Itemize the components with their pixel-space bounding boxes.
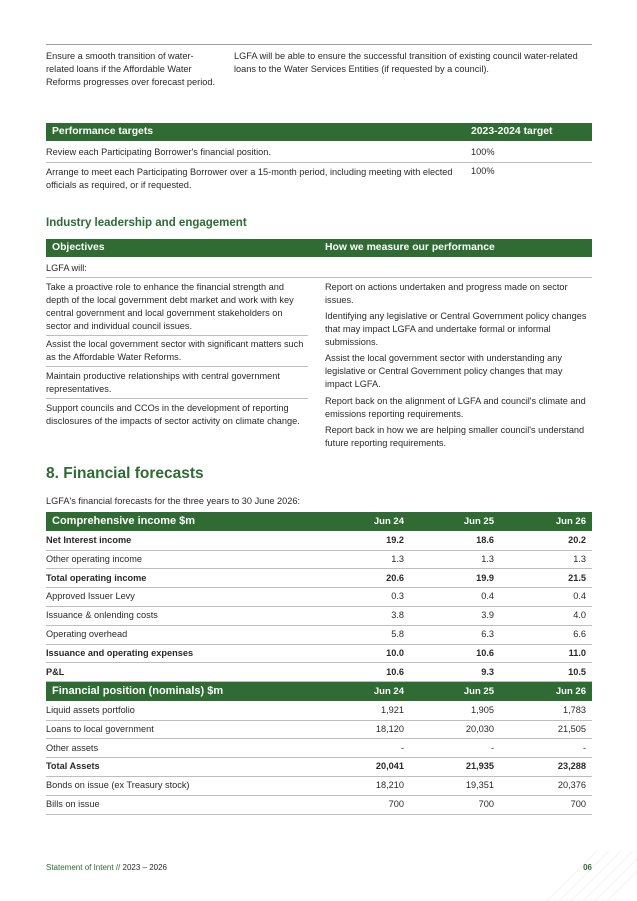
performance-target: Arrange to meet each Participating Borrower over a 15-month period, including meeting with elected officials as required, or if requested. (46, 167, 453, 190)
row-value: 0.3 (391, 591, 404, 602)
row-value: 20.6 (386, 572, 404, 583)
table-row (46, 625, 592, 645)
row-value: 21,935 (465, 761, 494, 772)
row-label: Issuance and operating expenses (46, 647, 194, 658)
intro-row (46, 44, 592, 87)
col-header: Jun 24 (373, 516, 404, 527)
row-label: Net Interest income (46, 535, 132, 545)
objective-item: Support councils and CCOs in the development of reporting disclosures of the impacts of sector activity on climate change. (46, 403, 300, 426)
performance-row (46, 143, 592, 163)
row-value: 3.9 (481, 610, 494, 621)
footer-years: 2023 – 2026 (122, 863, 167, 872)
row-value: 20.2 (568, 535, 586, 545)
section-heading-industry: Industry leadership and engagement (46, 217, 247, 229)
table-row (46, 776, 592, 796)
row-label: Other assets (46, 742, 99, 753)
performance-header (46, 123, 592, 141)
table-row (46, 757, 592, 777)
row-value: 10.6 (386, 666, 404, 677)
table-row (46, 739, 592, 759)
measure-item: Identifying any legislative or Central Government policy changes that may impact LGFA and undertake formal or informal submissions. (325, 311, 587, 347)
row-label: Approved Issuer Levy (46, 591, 135, 602)
row-label: Liquid assets portfolio (46, 705, 135, 715)
forecasts-intro: LGFA's financial forecasts for the three years to 30 June 2026: (46, 496, 301, 506)
row-value: 10.5 (568, 666, 586, 677)
objectives-header (46, 239, 592, 257)
objectives-lead-row (46, 259, 592, 278)
row-value: 0.4 (573, 591, 586, 602)
row-value: 18,210 (375, 780, 404, 791)
row-label: Total operating income (46, 572, 147, 583)
income-header (46, 512, 592, 531)
row-label: Bonds on issue (ex Treasury stock) (46, 780, 190, 791)
row-value: 19.2 (386, 535, 404, 545)
row-label: P&L (46, 666, 65, 677)
row-value: 19,351 (465, 780, 494, 791)
row-value: 9.3 (481, 666, 494, 677)
row-value: 700 (388, 799, 404, 809)
col-header: Jun 26 (555, 686, 586, 697)
row-value: - (400, 742, 404, 753)
row-label: Bills on issue (46, 799, 100, 809)
footer-sep: // (113, 863, 123, 872)
row-value: 23,288 (557, 761, 586, 772)
table-row (46, 720, 592, 740)
measure-item: Report back on the alignment of LGFA and council's climate and emissions reporting requirements. (325, 396, 586, 419)
col-header: Jun 26 (555, 516, 586, 527)
performance-header-target: 2023-2024 target (471, 126, 553, 137)
row-value: 1,905 (471, 705, 494, 715)
col-header: Jun 25 (463, 686, 494, 697)
table-row (46, 606, 592, 626)
measure-item: Report back in how we are helping smaller council's understand future reporting requirements. (325, 425, 585, 448)
position-header (46, 682, 592, 701)
performance-target: Review each Participating Borrower's financial position. (46, 147, 271, 157)
performance-row (46, 162, 592, 193)
row-value: 10.0 (386, 647, 404, 658)
row-label: Loans to local government (46, 723, 154, 734)
row-value: 1,921 (381, 705, 404, 715)
table-row (46, 795, 592, 815)
row-value: - (490, 742, 494, 753)
footer-doc-title (46, 863, 167, 872)
decorative-stripes-icon (527, 831, 637, 901)
income-header-label: Comprehensive income $m (52, 515, 196, 527)
section-heading-forecasts: 8. Financial forecasts (46, 465, 204, 482)
row-value: 6.3 (481, 629, 494, 639)
row-label: Total Assets (46, 761, 100, 772)
measure-item: Assist the local government sector with understanding any legislative or Central Government policy changes that may impact LGFA. (325, 353, 563, 389)
row-label: Operating overhead (46, 629, 128, 639)
row-value: 0.4 (481, 591, 494, 602)
row-label: Issuance & onlending costs (46, 610, 158, 621)
row-value: 18.6 (476, 535, 494, 545)
intro-measure: LGFA will be able to ensure the successful transition of existing council water-related loans to the Water Services Entities (if requested by a council). (234, 51, 578, 74)
table-row (46, 701, 592, 721)
row-value: - (582, 742, 586, 753)
row-value: 19.9 (476, 572, 494, 583)
objectives-header-right: How we measure our performance (325, 242, 495, 253)
row-value: 20,030 (465, 723, 494, 734)
table-row (46, 569, 592, 589)
objective-item: Assist the local government sector with significant matters such as the Affordable Water Reforms. (46, 338, 308, 367)
row-value: 1.3 (391, 553, 404, 564)
row-value: 1.3 (573, 553, 586, 564)
footer-doc: Statement of Intent (46, 863, 114, 872)
col-header: Jun 25 (463, 516, 494, 527)
row-value: 1,783 (563, 705, 586, 715)
performance-value: 100% (471, 166, 495, 176)
page-number: 06 (583, 863, 592, 872)
row-value: 3.8 (391, 610, 404, 621)
row-value: 4.0 (573, 610, 586, 621)
table-row (46, 531, 592, 551)
objective-item: Take a proactive role to enhance the financial strength and depth of the local government debt market and work with key central government and local government stakeholders on sector and individual council issues. (46, 281, 308, 336)
row-value: 21.5 (568, 572, 586, 583)
table-row (46, 550, 592, 570)
col-header: Jun 24 (373, 686, 404, 697)
row-value: 20,376 (557, 780, 586, 791)
row-value: 10.6 (476, 647, 494, 658)
row-value: 20,041 (375, 761, 404, 772)
table-row (46, 663, 592, 683)
row-value: 6.6 (573, 629, 586, 639)
objectives-header-left: Objectives (52, 242, 105, 253)
row-value: 18,120 (375, 723, 404, 734)
performance-header-label: Performance targets (52, 126, 154, 137)
position-header-label: Financial position (nominals) $m (52, 685, 224, 697)
row-label: Other operating income (46, 553, 143, 564)
objectives-lead: LGFA will: (46, 263, 87, 273)
row-value: 11.0 (568, 647, 586, 658)
objective-item: Maintain productive relationships with central government representatives. (46, 370, 308, 399)
measure-item: Report on actions undertaken and progress made on sector issues. (325, 282, 568, 305)
table-row (46, 644, 592, 664)
row-value: 1.3 (481, 553, 494, 564)
row-value: 21,505 (557, 723, 586, 734)
row-value: 700 (570, 799, 586, 809)
row-value: 700 (478, 799, 494, 809)
performance-value: 100% (471, 147, 495, 157)
row-value: 5.8 (391, 629, 404, 639)
intro-objective: Ensure a smooth transition of water-related loans if the Affordable Water Reforms progresses over forecast period. (46, 51, 216, 87)
table-row (46, 587, 592, 607)
